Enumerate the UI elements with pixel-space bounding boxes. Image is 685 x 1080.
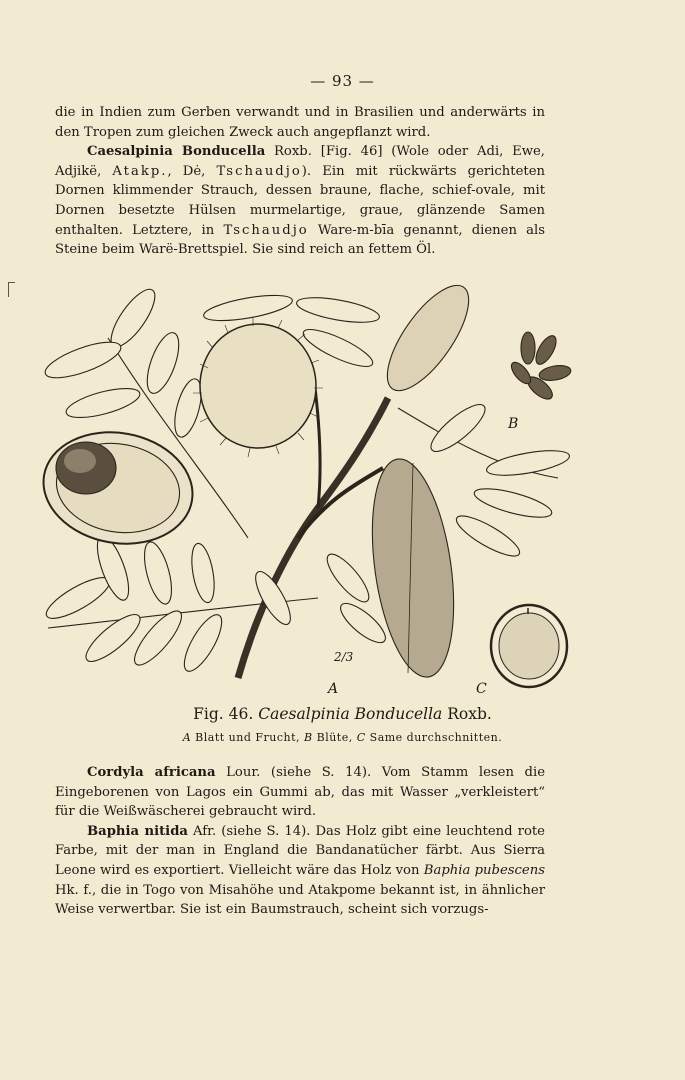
caption-letter: B: [304, 731, 313, 744]
text-run: [Fig. 46] (Wole oder Adi, Ewe, Adjikë,: [55, 144, 545, 179]
spaced-term: Atakp.: [112, 163, 168, 179]
paragraph-cordyla: [55, 763, 545, 822]
caption-author: Roxb.: [447, 705, 492, 723]
spaced-term: Tschaudjo: [223, 222, 309, 238]
scale-label: 2/3: [334, 650, 354, 664]
text-run: Ware-m-bīa genannt, dienen als Steine beim Warë-Brettspiel. Sie sind reich an fettem Öl.: [55, 222, 545, 258]
figure-subcaption: [0, 731, 685, 744]
species-name: Baphia nitida: [87, 823, 188, 839]
species-author: Roxb.: [274, 144, 312, 160]
paragraph-baphia: [55, 822, 545, 920]
text-run: Afr. (siehe S. 14). Das Holz gibt eine leuchtend rote Farbe, mit der man in England die Bandanatücher färbt. Aus Sierra Leone wird es exportiert. Vielleicht wäre das Holz von: [55, 823, 545, 878]
text-run: , Dė,: [167, 163, 217, 179]
illustration-drawing: [18, 278, 588, 698]
spaced-term: Tschaudjo: [216, 163, 302, 179]
caption-text: Blüte,: [312, 731, 357, 744]
text-run: ). Ein mit rückwärts gerichteten Dornen klimmender Strauch, dessen braune, flache, schief-ovale, mit Dornen besetzte Hülsen murmelartige, graue, glänzende Samen enthalten. Letztere, in: [55, 163, 545, 238]
figure-caption: [0, 705, 685, 723]
margin-mark: [8, 282, 15, 297]
caption-species: Caesalpinia Bonducella: [258, 705, 443, 723]
species-italic: Baphia pubescens: [423, 862, 545, 878]
caption-text: Blatt und Frucht,: [191, 731, 305, 744]
figure-label-a: A: [328, 681, 339, 697]
text-block-bottom: [55, 763, 545, 920]
paragraph-continuation: die in Indien zum Gerben verwandt und in Brasilien und anderwärts in den Tropen zum gleichen Zweck auch angepflanzt wird.: [55, 105, 545, 140]
text-block-top: [55, 103, 545, 260]
caption-letter: A: [182, 731, 192, 744]
paragraph-caesalpinia: [55, 142, 545, 260]
species-name: Cordyla africana: [87, 765, 216, 780]
caption-prefix: Fig. 46.: [193, 705, 254, 723]
species-name: Caesalpinia Bonducella: [87, 144, 266, 160]
caption-letter: C: [356, 731, 366, 744]
figure-label-c: C: [476, 681, 487, 697]
botanical-illustration: [18, 278, 588, 698]
text-run: Hk. f., die in Togo von Misahöhe und Atakpome bekannt ist, in ähnlicher Weise verwertbar. Sie ist ein Baumstrauch, scheint sich vorzugs-: [55, 882, 545, 918]
caption-text: Same durchschnitten.: [365, 731, 503, 744]
page-number: — 93 —: [310, 72, 375, 90]
text-run: Lour. (siehe S. 14). Vom Stamm lesen die Eingeborenen von Lagos ein Gummi ab, das mit Wasser „verkleistert“ für die Weißwäscherei gebraucht wird.: [55, 765, 546, 820]
figure-label-b: B: [508, 416, 519, 432]
